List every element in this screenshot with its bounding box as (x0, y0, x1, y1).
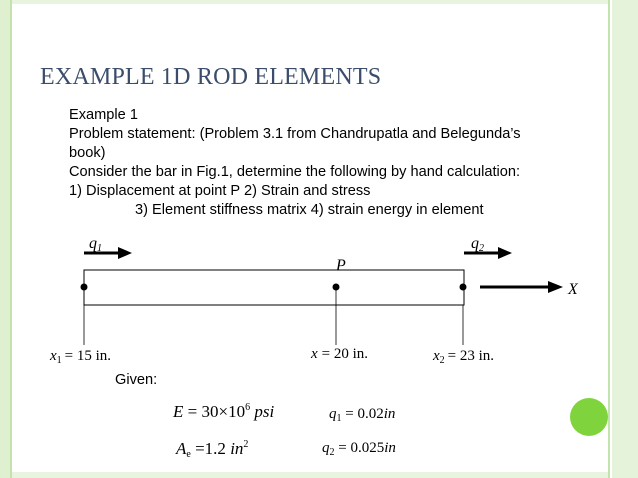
q2-arrow-head (498, 247, 512, 259)
equation-youngs-modulus: $E = 30\times 10^6$ psi (173, 402, 275, 421)
equation-q1: $q_1 = 0.02in$ (329, 406, 396, 424)
x-axis-arrow-head (548, 281, 563, 293)
xp-position-label: x = 20 in. (311, 346, 369, 362)
text-line-problem-statement: Problem statement: (Problem 3.1 from Chandrupatla and Belegunda’s (69, 126, 521, 142)
x1-position-label: $x_1 = 15$ in. (50, 348, 112, 366)
equation-cross-section-area: $A_e =1.2$ $in^2$ (176, 439, 249, 460)
text-line-tasks-3-4: 3) Element stiffness matrix 4) strain energy in element (135, 202, 484, 218)
slide-title: EXAMPLE 1D ROD ELEMENTS (40, 64, 382, 90)
node-2-dot (460, 284, 467, 291)
text-line-example: Example 1 (69, 107, 138, 123)
q2-label: q2 (471, 235, 484, 254)
q1-label: q1 (89, 235, 102, 254)
point-p-label: P (336, 257, 346, 274)
x2-position-label: $x_2 = 23$ in. (433, 348, 495, 366)
node-1-dot (81, 284, 88, 291)
given-label: Given: (115, 372, 158, 388)
rod-body (84, 270, 464, 305)
q1-arrow-head (118, 247, 132, 259)
text-line-consider: Consider the bar in Fig.1, determine the following by hand calculation: (69, 164, 521, 180)
decorative-green-circle (570, 398, 608, 436)
text-line-tasks-1-2: 1) Displacement at point P 2) Strain and stress (69, 183, 371, 199)
equation-q2: $q_2 = 0.025in$ (322, 440, 396, 458)
text-line-book: book) (69, 145, 106, 161)
x-axis-label: X (568, 281, 578, 298)
